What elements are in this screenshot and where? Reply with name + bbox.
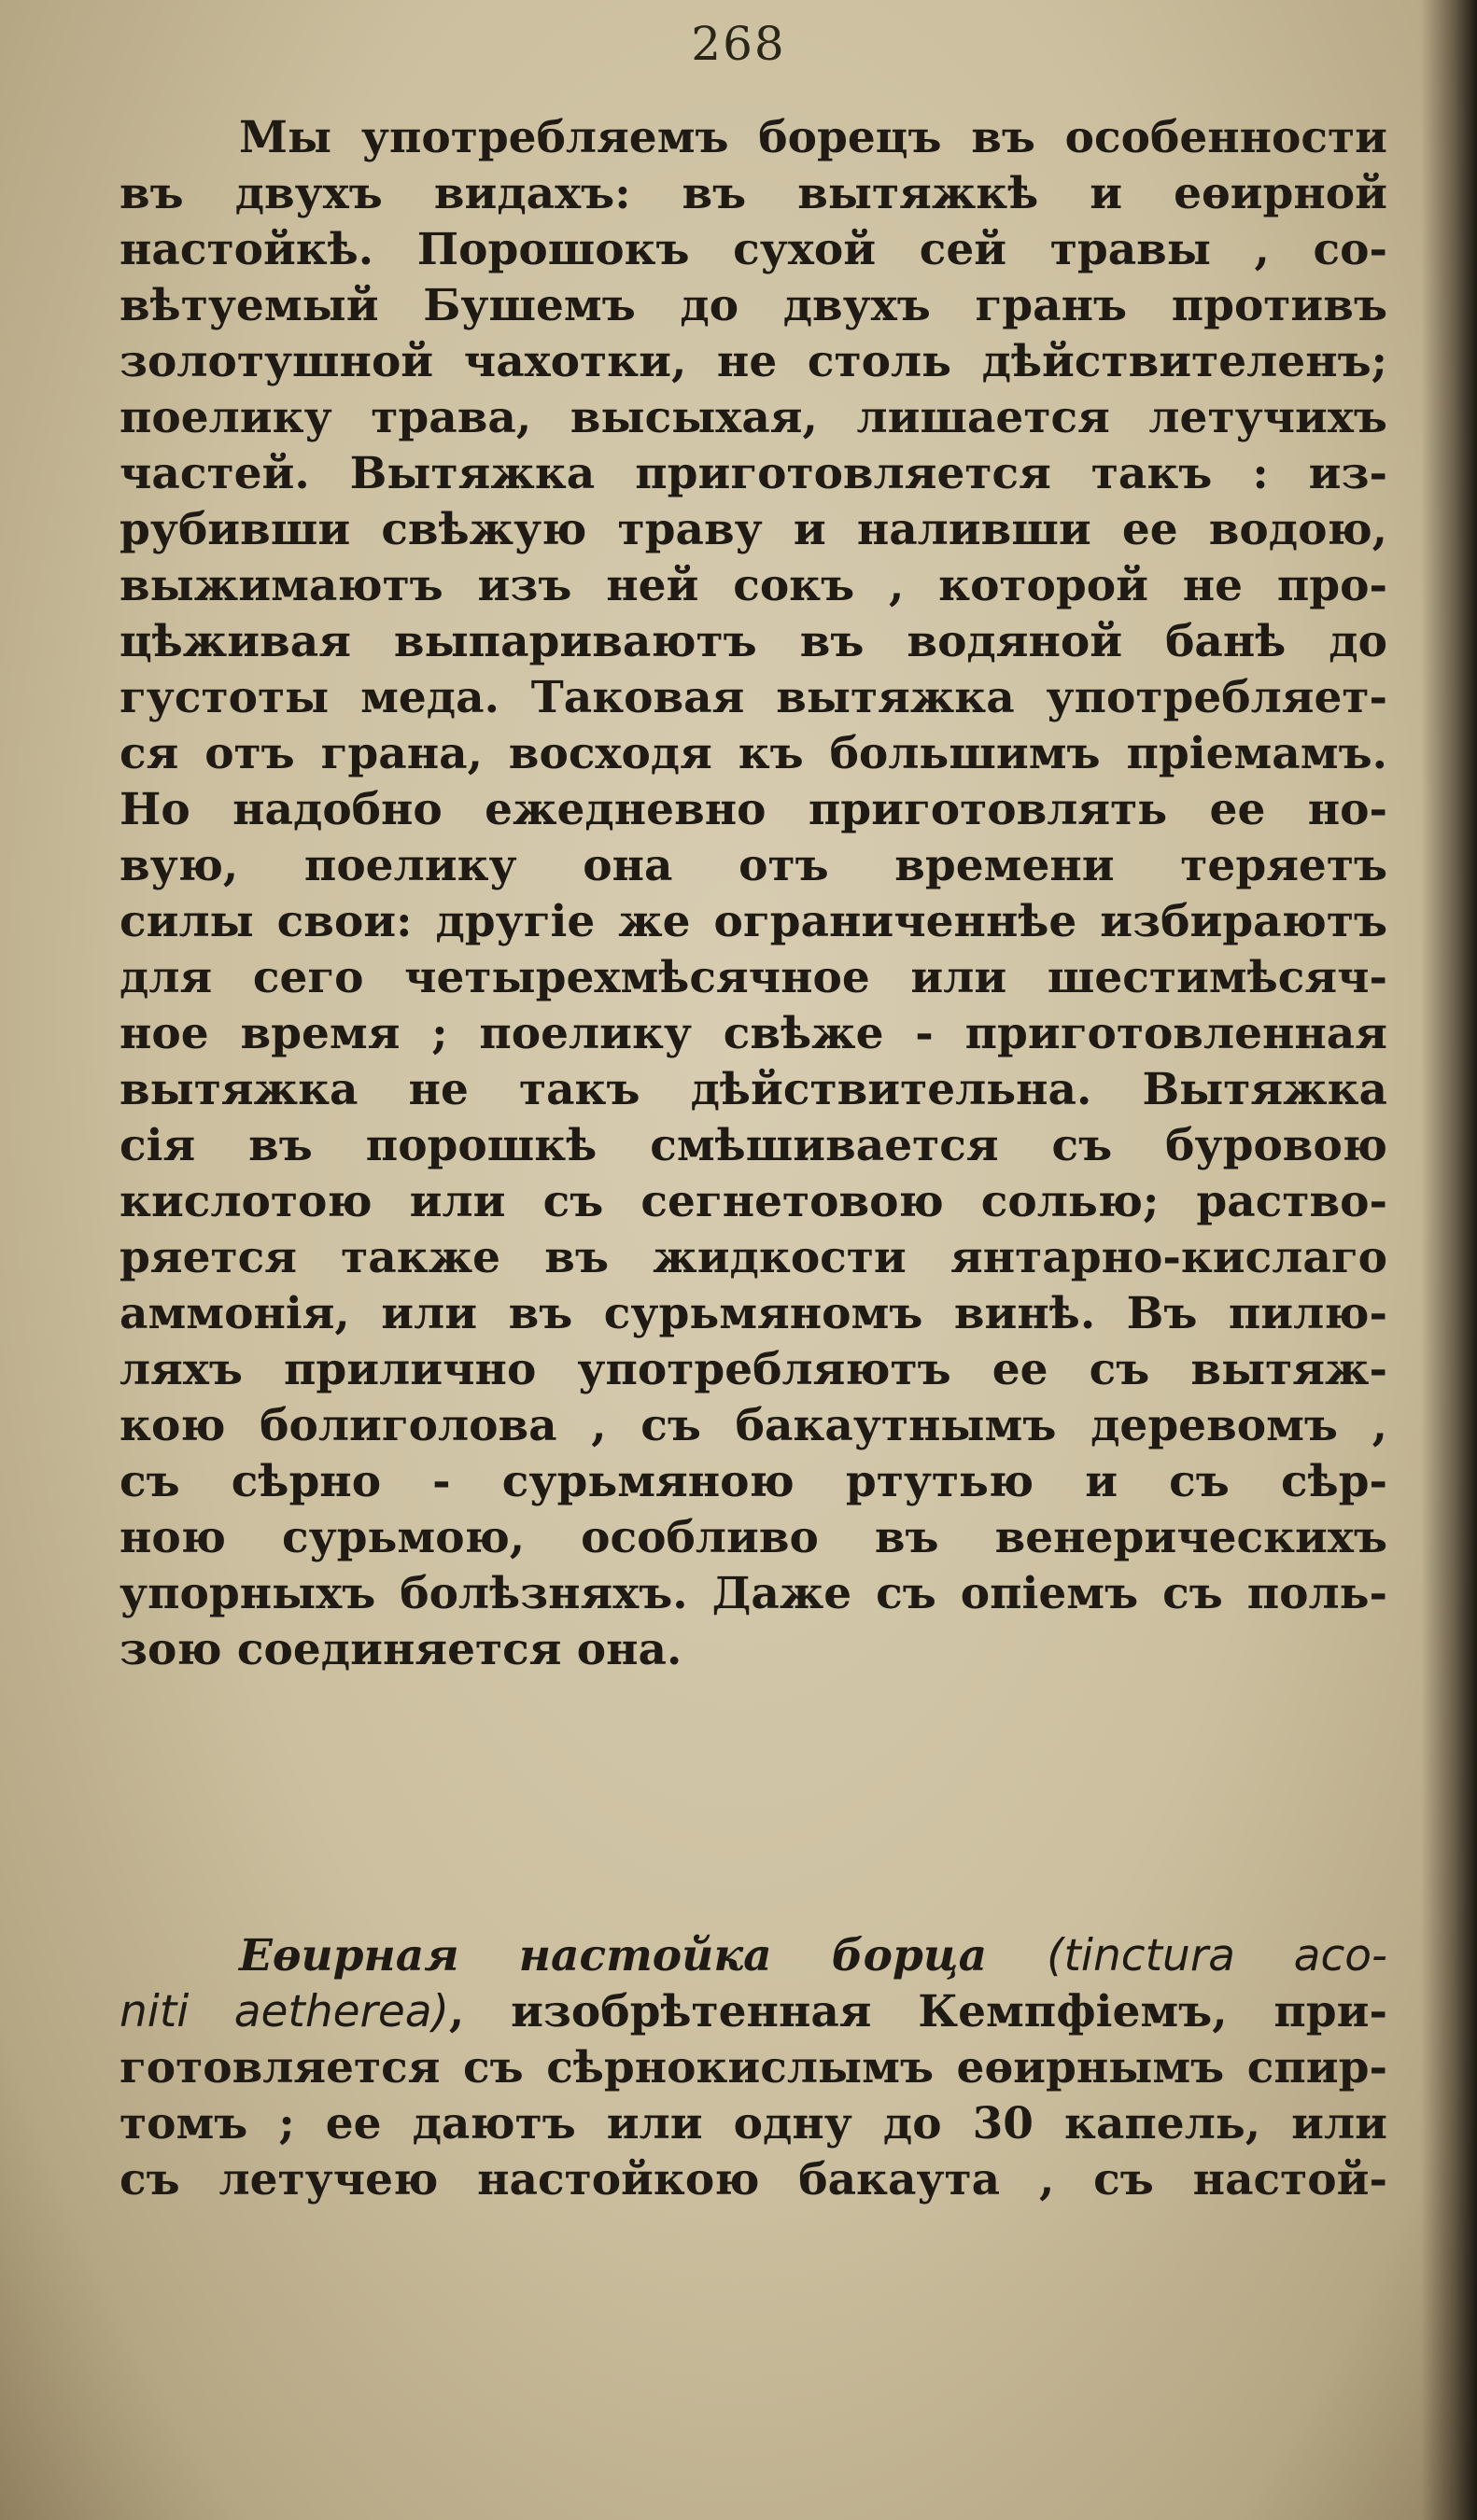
text-line: кою болиголова , съ бакаутнымъ деревомъ ,: [120, 1400, 1387, 1451]
text-line: ляхъ прилично употребляютъ ее съ вытяж-: [120, 1344, 1387, 1395]
text-line: настойкѣ. Порошокъ сухой сей травы , со-: [120, 224, 1387, 275]
text-line: сія въ порошкѣ смѣшивается съ буровою: [120, 1120, 1387, 1171]
text-line: густоты меда. Таковая вытяжка употребляет-: [120, 672, 1387, 723]
page-number: 268: [691, 17, 786, 71]
paragraph-tincture: [120, 1928, 1387, 2208]
text-line: съ летучею настойкою бакаута , съ настой-: [120, 2154, 1387, 2205]
text-line: съ сѣрно - сурьмяною ртутью и съ сѣр-: [120, 1456, 1387, 1507]
page-edge-shadow: [1421, 0, 1477, 2520]
text-line: Мы употребляемъ борецъ въ особенности: [239, 112, 1387, 163]
text-line: выжимаютъ изъ ней сокъ , которой не про-: [120, 560, 1387, 611]
text-line: вую, поелику она отъ времени теряетъ: [120, 840, 1387, 891]
text-line: ряется также въ жидкости янтарно-кислаго: [120, 1232, 1387, 1283]
text-line: аммонія, или въ сурьмяномъ винѣ. Въ пилю-: [120, 1288, 1387, 1339]
text-line: поелику трава, высыхая, лишается летучихъ: [120, 392, 1387, 443]
text-line: для сего четырехмѣсячное или шестимѣсяч-: [120, 952, 1387, 1003]
paragraph-main: [120, 110, 1387, 1678]
text-line: золотушной чахотки, не столь дѣйствителенъ;: [120, 336, 1387, 387]
text-line: рубивши свѣжую траву и наливши ее водою,: [120, 504, 1387, 555]
text-line: [120, 1928, 1387, 1984]
text-line: въ двухъ видахъ: въ вытяжкѣ и еѳирной: [120, 168, 1387, 219]
italic-term: Еѳирная настойка борца: [239, 1930, 988, 1981]
text-line: зою соединяется она.: [120, 1624, 682, 1675]
text-line: силы свои: другіе же ограниченнѣе избираютъ: [120, 896, 1387, 947]
text-line: готовляется съ сѣрнокислымъ еѳирнымъ спир-: [120, 2042, 1387, 2093]
latin-term: (tinctura aco-: [1047, 1930, 1387, 1981]
text-line: вытяжка не такъ дѣйствительна. Вытяжка: [120, 1064, 1387, 1115]
text-fragment: , изобрѣтенная Кемпфіемъ, при-: [448, 1986, 1387, 2037]
text-line: томъ ; ее даютъ или одну до 30 капель, или: [120, 2098, 1387, 2149]
text-line: кислотою или съ сегнетовою солью; раство-: [120, 1176, 1387, 1227]
text-line: цѣживая выпариваютъ въ водяной банѣ до: [120, 616, 1387, 667]
text-line: вѣтуемый Бушемъ до двухъ гранъ противъ: [120, 280, 1387, 331]
text-line: упорныхъ болѣзняхъ. Даже съ опіемъ съ поль-: [120, 1568, 1387, 1619]
text-line: Но надобно ежедневно приготовлять ее но-: [120, 784, 1387, 835]
latin-term: niti aetherea): [120, 1986, 449, 2037]
text-line: ся отъ грана, восходя къ большимъ пріемамъ.: [120, 728, 1387, 779]
text-line: частей. Вытяжка приготовляется такъ : из-: [120, 448, 1387, 499]
text-line: ною сурьмою, особливо въ венерическихъ: [120, 1512, 1387, 1563]
text-line: ное время ; поелику свѣже - приготовленная: [120, 1008, 1387, 1059]
text-line: [120, 1984, 1387, 2040]
